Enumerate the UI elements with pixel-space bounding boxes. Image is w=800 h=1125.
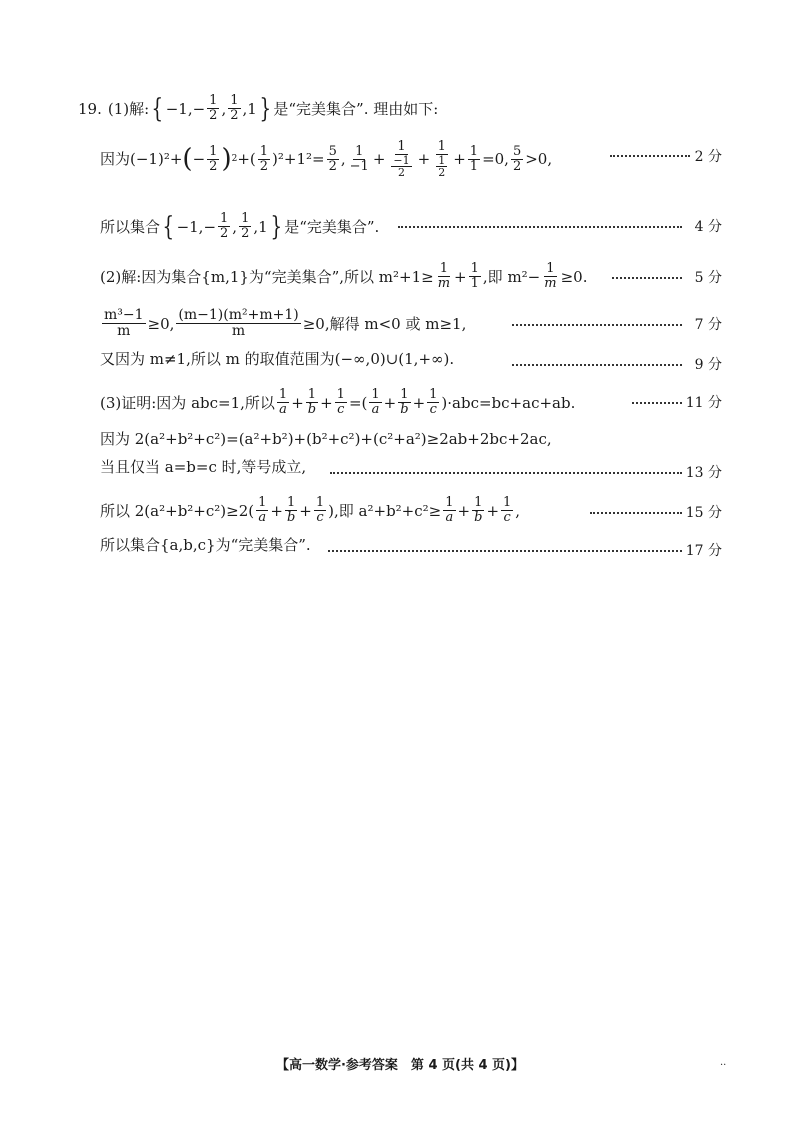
part2-line3: 又因为 m≠1,所以 m 的取值范围为(−∞,0)∪(1,+∞). [100,350,455,368]
reason-frac-b: $\frac{1}{2}$ [259,143,269,174]
set-frac-1: $\frac{1}{2}$ [209,93,218,123]
dot-leader [512,364,682,366]
part3-line1: (3)证明:因为 abc=1,所以 $\frac{1}{a}$ + $\frac{1}{b}$ + $\frac{1}{c}$ =( $\frac{1}{a}$ + $\frac{1}{b}$ + $\frac{1}{c}$ )·abc=bc+ac+ab. [100,387,576,417]
part1-header [78,94,438,123]
reason-lead: 因为 [100,150,131,168]
page-footer: 【高一数学·参考答案 第 4 页(共 4 页)】 [275,1058,525,1073]
set-open-brace: { [151,93,164,124]
dot-leader [512,324,682,326]
reason-frac-a: $\frac{1}{2}$ [209,143,218,174]
part2-frac2: $\frac{\text{(m−1)(m²+m+1)}}{m}$ [178,307,299,339]
dot-leader [330,472,682,474]
problem-number: 19. [78,99,102,118]
score-9: 9 分 [694,357,722,373]
conclusion-text: 是“完美集合”. [284,217,380,236]
part1-reason: 因为 (−1)²+ ( − $\frac{1}{2}$ ) 2 +( $\frac{1}{2}$ )²+1²= $\frac{5}{2}$ , $\frac{1}{-1}$ + $\frac{1}{\frac{-1}{2}}$ + $\frac{1}{\frac{1}{2}}$ + $\frac{1}{1}$ =0, $\frac{5}{2}$ >0, [100,139,553,179]
set-frac-2: $\frac{1}{2}$ [230,93,239,123]
score-15: 15 分 [685,505,722,521]
dot-leader [328,550,682,552]
part1-label: (1)解: [107,99,150,118]
reason-frac-e: $\frac{1}{\frac{-1}{2}}$ [393,139,410,179]
score-17: 17 分 [685,543,722,559]
conclusion-lead: 所以集合 [100,217,161,236]
part1-claim: 是“完美集合”. 理由如下: [273,99,439,118]
score-11: 11 分 [685,395,722,411]
reason-frac-g: $\frac{1}{1}$ [469,143,479,174]
set-body-suffix: ,1 [242,99,257,118]
score-13: 13 分 [685,465,722,481]
set-body-prefix: −1,− [165,99,206,118]
part2-line1: (2)解:因为集合{m,1}为“完美集合”,所以 m²+1≥ $\frac{1}{m}$ + $\frac{1}{1}$ ,即 m²− $\frac{1}{m}$ ≥0. [100,261,588,291]
part1-conclusion: 所以集合 { −1,− $\frac{1}{2}$ , $\frac{1}{2}$ ,1 } 是“完美集合”. [100,211,380,242]
part3-line3: 当且仅当 a=b=c 时,等号成立, [100,458,307,476]
score-4: 4 分 [694,219,722,235]
reason-frac-d: $\frac{1}{-1}$ [349,143,369,174]
set-body-mid: , [221,99,227,118]
part3-line4: 所以 2(a²+b²+c²)≥2( $\frac{1}{a}$ + $\frac{1}{b}$ + $\frac{1}{c}$ ),即 a²+b²+c²≥ $\frac{1}{a}$ + $\frac{1}{b}$ + $\frac{1}{c}$ , [100,495,521,525]
part2-line1-text: (2)解:因为集合{m,1}为“完美集合”,所以 m²+1≥ [100,267,434,286]
reason-frac-h: $\frac{5}{2}$ [512,143,522,174]
score-5: 5 分 [694,270,722,286]
set-close-brace: } [259,93,271,124]
reason-frac-c: $\frac{5}{2}$ [328,143,337,174]
part2-frac1: $\frac{\text{m³−1}}{m}$ [104,307,144,339]
score-2: 2 分 [694,149,722,165]
reason-frac-f: $\frac{1}{\frac{1}{2}}$ [437,139,446,179]
score-7: 7 分 [694,317,722,333]
dot-leader [398,226,682,228]
part3-line2: 因为 2(a²+b²+c²)=(a²+b²)+(b²+c²)+(c²+a²)≥2ab+2bc+2ac, [100,430,552,448]
part3-line5: 所以集合{a,b,c}为“完美集合”. [100,536,311,554]
reason-term-1: (−1)²+ [130,150,183,168]
part2-line2: $\frac{\text{m³−1}}{m}$ ≥0, $\frac{\text{(m−1)(m²+m+1)}}{m}$ ≥0,解得 m<0 或 m≥1, [104,307,467,339]
corner-mark: ·· [720,1060,727,1071]
